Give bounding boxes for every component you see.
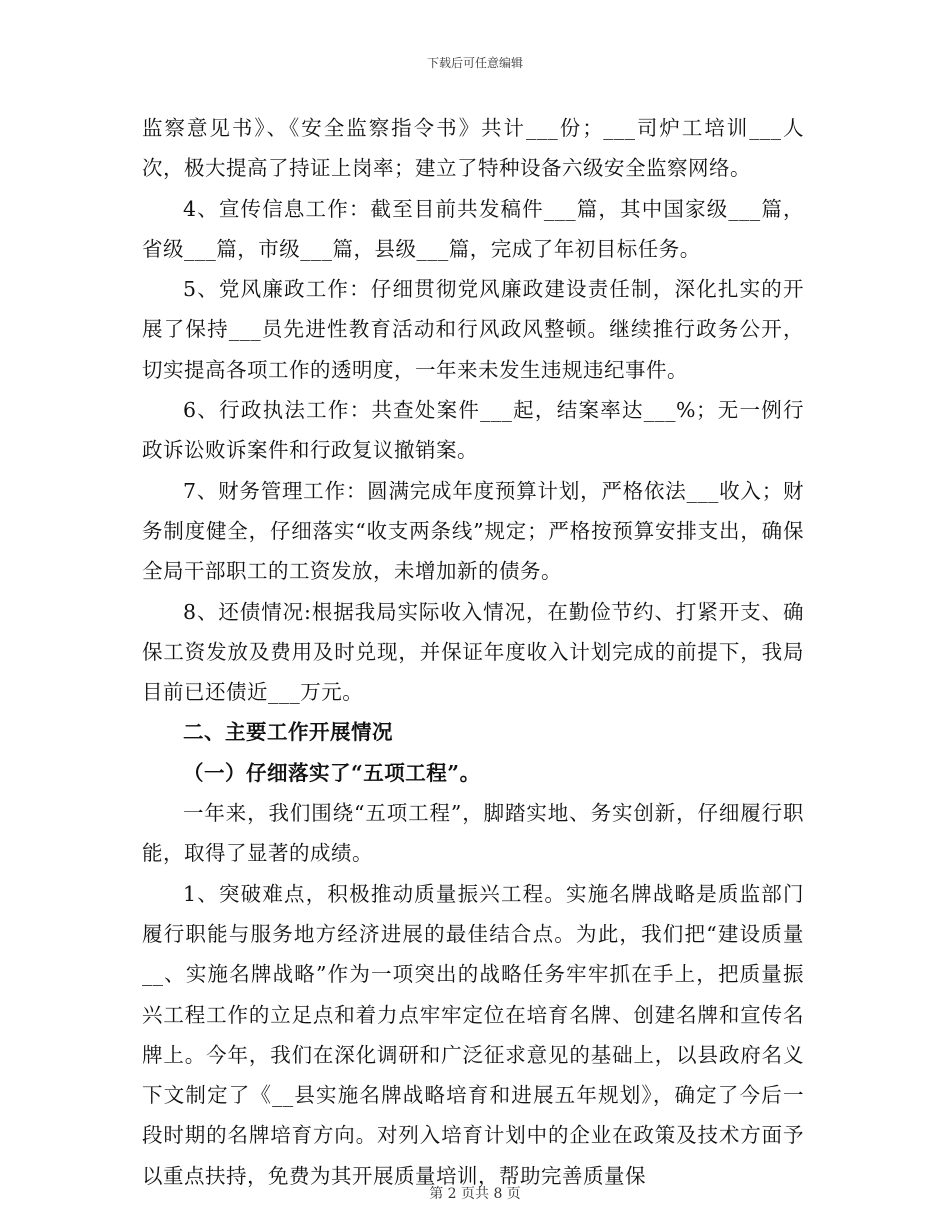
paragraph-quality: 1、突破难点，积极推动质量振兴工程。实施名牌战略是质监部门履行职能与服务地方经济进展的最佳结合点。为此，我们把“建设质量__、实施名牌战略”作为一项突出的战略任务牢牢抓在手上，把质量振兴工程工作的立足点和着力点牢牢定位在培育名牌、创建名牌和宣传名牌上。今年，我们在深化调研和广泛征求意见的基础上，以县政府名义下文制定了《__县实施名牌战略培育和进展五年规划》，确定了今后一段时期的名牌培育方向。对列入培育计划中的企业在政策及技术方面予以重点扶持，免费为其开展质量培训，帮助完善质量保 bbox=[142, 881, 804, 1188]
subsection-heading: （一）仔细落实了“五项工程”。 bbox=[183, 760, 481, 785]
paragraph-finance: 7、财务管理工作：圆满完成年度预算计划，严格依法___收入；财务制度健全，仔细落实“收支两条线”规定；严格按预算安排支出，确保全局干部职工的工资发放，未增加新的债务。 bbox=[142, 478, 804, 584]
paragraph-intro: 一年来，我们围绕“五项工程”，脚踏实地、务实创新，仔细履行职能，取得了显著的成绩。 bbox=[142, 801, 804, 866]
document-body bbox=[142, 108, 804, 1196]
paragraph-debt: 8、还债情况:根据我局实际收入情况，在勤俭节约、打紧开支、确保工资发放及费用及时兑现，并保证年度收入计划完成的前提下，我局目前已还债近___万元。 bbox=[142, 599, 804, 705]
page-header: 下载后可任意编辑 bbox=[426, 56, 523, 70]
paragraph-law-enforcement: 6、行政执法工作：共查处案件___起，结案率达___%；无一例行政诉讼败诉案件和行政复议撤销案。 bbox=[142, 398, 804, 463]
paragraph-integrity: 5、党风廉政工作：仔细贯彻党风廉政建设责任制，深化扎实的开展了保持___员先进性教育活动和行风政风整顿。继续推行政务公开，切实提高各项工作的透明度，一年来未发生违规违纪事件。 bbox=[142, 277, 804, 382]
paragraph-publicity: 4、宣传信息工作：截至目前共发稿件___篇，其中国家级___篇，省级___篇，市级___篇，县级___篇，完成了年初目标任务。 bbox=[142, 196, 804, 261]
page-footer: 第 2 页共 8 页 bbox=[429, 1186, 521, 1202]
paragraph-continuation: 监察意见书》、《安全监察指令书》共计___份；___司炉工培训___人次，极大提高了持证上岗率；建立了特种设备六级安全监察网络。 bbox=[142, 116, 804, 181]
section-heading: 二、主要工作开展情况 bbox=[183, 720, 393, 745]
